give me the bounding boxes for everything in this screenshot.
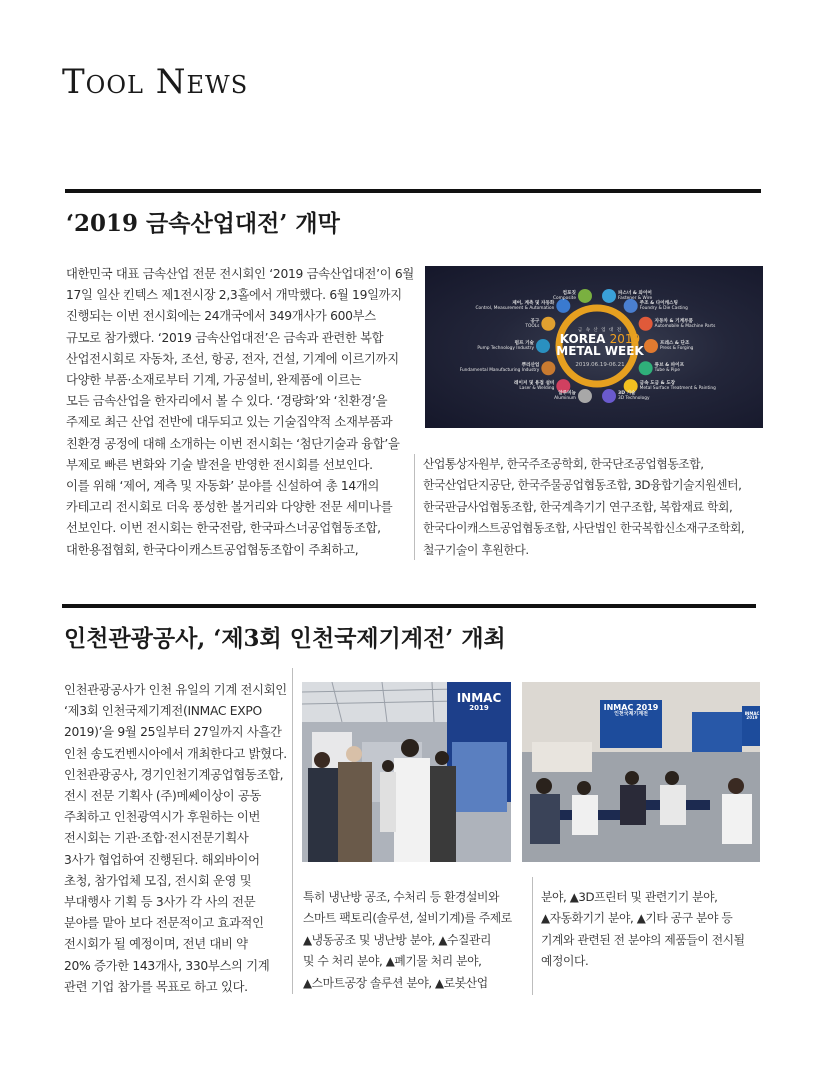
category-icon: [578, 389, 592, 403]
category-label: 뿌리산업 Fundamental Manufacturing Industry: [459, 363, 540, 374]
metal-week-poster: [425, 266, 763, 428]
text-line: ▲자동화기기 분야, ▲기타 공구 분야 등: [541, 911, 733, 926]
text-line: 2019)’을 9월 25일부터 27일까지 사흘간: [64, 725, 282, 740]
category-label: 금속 도금 & 도장 Metal Surface Treatment & Painting: [639, 381, 716, 392]
section-rule: [62, 604, 756, 608]
category-label: 알루미늄 Aluminum: [554, 391, 576, 401]
text-line: 주최하고 인천광역시가 후원하는 이번: [64, 810, 261, 825]
text-line: 인천 송도컨벤시아에서 개최한다고 밝혔다.: [64, 746, 287, 761]
text-line: 대한용접협회, 한국다이캐스트공업협동조합이 주최하고,: [66, 542, 359, 557]
column-divider: [292, 668, 293, 994]
poster-date: 2019.06.19-06.21: [575, 362, 625, 368]
category-label: 펌프 기술 Pump Technology Industry: [477, 341, 534, 351]
text-line: 진행되는 이번 전시회에는 24개국에서 349개사가 600부스: [66, 309, 376, 324]
category-label: 컴포짓 Composite: [553, 290, 576, 301]
text-line: 모든 금속산업을 한자리에서 볼 수 있다. ‘경량화’와 ‘친환경’을: [66, 394, 388, 409]
article2-col1: [64, 680, 287, 998]
poster-center-subtitle: 금 속 산 업 대 전: [577, 328, 623, 333]
text-line: 예정이다.: [541, 954, 589, 969]
text-line: 3사가 협업하여 진행된다. 해외바이어: [64, 852, 260, 867]
poster-center: [555, 327, 645, 368]
category-label: 튜브 & 파이프 Tube & Pipe: [654, 363, 685, 374]
masthead: Tool News: [62, 62, 249, 102]
text-line: 산업통상자원부, 한국주조공학회, 한국단조공업협동조합,: [423, 457, 704, 471]
category-label: 주조 & 다이캐스팅 Foundry & Die Casting: [639, 300, 688, 311]
poster-metal-week: METAL WEEK: [556, 344, 644, 358]
poster-year: 2019: [609, 332, 641, 346]
category-icon: [556, 299, 570, 313]
text-line: 한국산업단지공단, 한국주물공업협동조합, 3D융합기술지원센터,: [423, 478, 742, 493]
category-icon: [624, 299, 638, 313]
category-icon: [644, 339, 658, 353]
text-line: 다양한 부품·소재로부터 기계, 가공설비, 완제품에 이르는: [66, 373, 362, 388]
text-line: 주제로 최근 산업 전반에 대두되고 있는 기술집약적 소재부품과: [66, 415, 393, 430]
category-label: 파스너 & 와이어 Fastener & Wire: [618, 290, 653, 301]
text-line: ‘제3회 인천국제기계전(INMAC EXPO: [64, 704, 262, 719]
text-line: ▲스마트공장 솔루션 분야, ▲로봇산업: [303, 975, 488, 990]
category-icon: [536, 339, 550, 353]
article2-title: 인천관광공사, ‘제3회 인천국제기계전’ 개최: [64, 625, 506, 652]
article1-title: ‘2019 금속산업대전’ 개막: [66, 210, 340, 237]
photo-sign: INMAC 2019 인천국제기계전: [603, 703, 659, 718]
text-line: 인천관광공사, 경기인천기계공업협동조합,: [64, 767, 284, 782]
photo-sign: INMAC 2019: [456, 691, 502, 712]
text-line: 대한민국 대표 금속산업 전문 전시회인 ‘2019 금속산업대전’이 6월: [66, 267, 414, 281]
text-line: 산업전시회로 자동차, 조선, 항공, 전자, 건설, 기계에 이르기까지: [66, 351, 399, 366]
text-line: 분야를 맡아 보다 전문적이고 효과적인: [64, 916, 264, 931]
article1-col2: [423, 454, 744, 561]
column-divider: [414, 454, 415, 560]
category-label: 자동차 & 기계부품 Automobile & Machine Parts: [654, 318, 716, 329]
text-line: 관련 기업 참가를 목표로 하고 있다.: [64, 979, 248, 994]
category-label: 프레스 & 단조 Press & Forging: [660, 341, 694, 351]
section-rule: [65, 189, 761, 193]
text-line: 분야, ▲3D프린터 및 관련기기 분야,: [541, 890, 718, 904]
text-line: 전시회는 기관·조합·전시전문기획사: [64, 831, 249, 846]
expo-photo-booth: [302, 682, 511, 862]
text-line: 부대행사 기획 등 3사가 각 사의 전문: [64, 895, 256, 910]
category-icon: [541, 361, 555, 375]
expo-photo-meeting: [522, 682, 760, 862]
text-line: 한국판금사업협동조합, 한국계측기기 연구조합, 복합재료 학회,: [423, 499, 733, 514]
article1-col1: [66, 264, 414, 561]
text-line: 초청, 참가업체 모집, 전시회 운영 및: [64, 873, 252, 888]
category-label: 제어, 계측 및 자동화 Control, Measurement & Automation: [475, 300, 555, 311]
text-line: 친환경 공정에 대해 소개하는 이번 전시회는 ‘첨단기술과 융합’을: [66, 436, 400, 451]
category-label: 3D 기술 3D Technology: [618, 391, 650, 401]
category-icon: [578, 289, 592, 303]
article2-col2: [303, 887, 512, 994]
text-line: 스마트 팩토리(솔루션, 설비기계)를 주제로: [303, 911, 512, 926]
category-label: 레이저 및 용접 설비 Laser & Welding: [514, 381, 555, 392]
text-line: 전시 전문 기획사 (주)메쎄이상이 공동: [64, 789, 262, 804]
text-line: 및 수 처리 분야, ▲폐기물 처리 분야,: [303, 954, 482, 969]
photo-sign-side: INMAC 2019: [744, 711, 760, 721]
category-icon: [541, 317, 555, 331]
text-line: 규모로 참가했다. ‘2019 금속산업대전’은 금속과 관련한 복합: [66, 330, 384, 345]
category-icon: [602, 289, 616, 303]
text-line: 특히 냉난방 공조, 수처리 등 환경설비와: [303, 890, 500, 904]
text-line: 철구기술이 후원한다.: [423, 542, 529, 557]
text-line: 20% 증가한 143개사, 330부스의 기계: [64, 958, 270, 973]
category-label: 공구 TOOLs: [525, 318, 540, 329]
category-icon: [602, 389, 616, 403]
column-divider: [532, 877, 533, 995]
text-line: 인천관광공사가 인천 유일의 기계 전시회인: [64, 683, 287, 697]
text-line: 이를 위해 ‘제어, 계측 및 자동화’ 분야를 신설하여 총 14개의: [66, 479, 380, 494]
text-line: 17일 일산 킨텍스 제1전시장 2,3홀에서 개막했다. 6월 19일까지: [66, 288, 402, 303]
poster-korea: KOREA 2019: [559, 332, 641, 346]
text-line: 선보인다. 이번 전시회는 한국전람, 한국파스너공업협동조합,: [66, 521, 381, 536]
text-line: 전시회가 될 예정이며, 전년 대비 약: [64, 937, 248, 952]
text-line: 부제로 빠른 변화와 기술 발전을 반영한 전시회를 선보인다.: [66, 457, 373, 472]
text-line: 기계와 관련된 전 분야의 제품들이 전시될: [541, 932, 745, 947]
text-line: ▲냉동공조 및 냉난방 분야, ▲수질관리: [303, 932, 492, 947]
text-line: 한국다이캐스트공업협동조합, 사단법인 한국복합신소재구조학회,: [423, 521, 745, 536]
article2-col3: [541, 887, 745, 973]
text-line: 카테고리 전시회로 더욱 풍성한 볼거리와 다양한 전문 세미나를: [66, 500, 393, 515]
